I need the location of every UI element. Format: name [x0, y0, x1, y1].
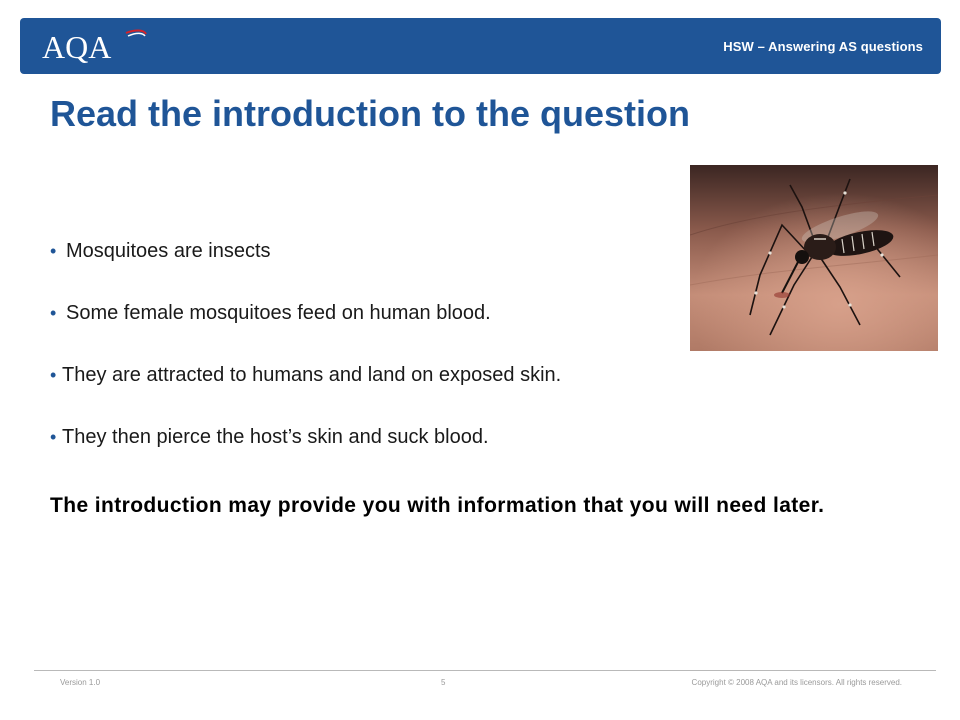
aqa-logo [42, 26, 152, 66]
bullet-marker: • [50, 241, 57, 261]
page-title: Read the introduction to the question [50, 93, 690, 134]
footer-copyright: Copyright © 2008 AQA and its licensors. All rights reserved. [691, 678, 902, 687]
bullet-text: They then pierce the host’s skin and suck blood. [62, 426, 489, 448]
mosquito-illustration [690, 165, 938, 351]
logo-text: AQA [42, 29, 112, 65]
header-bar [20, 18, 941, 74]
bullet-marker: • [50, 303, 57, 323]
bullet-text: They are attracted to humans and land on exposed skin. [62, 364, 562, 386]
header-title: HSW – Answering AS questions [723, 39, 923, 54]
key-note: The introduction may provide you with information that you will need later. [50, 494, 825, 517]
page-number: 5 [441, 678, 446, 687]
bullet-text: Mosquitoes are insects [66, 240, 271, 262]
footer-version: Version 1.0 [60, 678, 101, 687]
bullet-marker: • [50, 427, 57, 447]
mosquito-photo [690, 165, 938, 351]
bullet-marker: • [50, 365, 57, 385]
footer-divider [34, 670, 936, 671]
bullet-text: Some female mosquitoes feed on human blood. [66, 302, 491, 324]
list-item [50, 360, 910, 422]
list-item [50, 422, 910, 484]
